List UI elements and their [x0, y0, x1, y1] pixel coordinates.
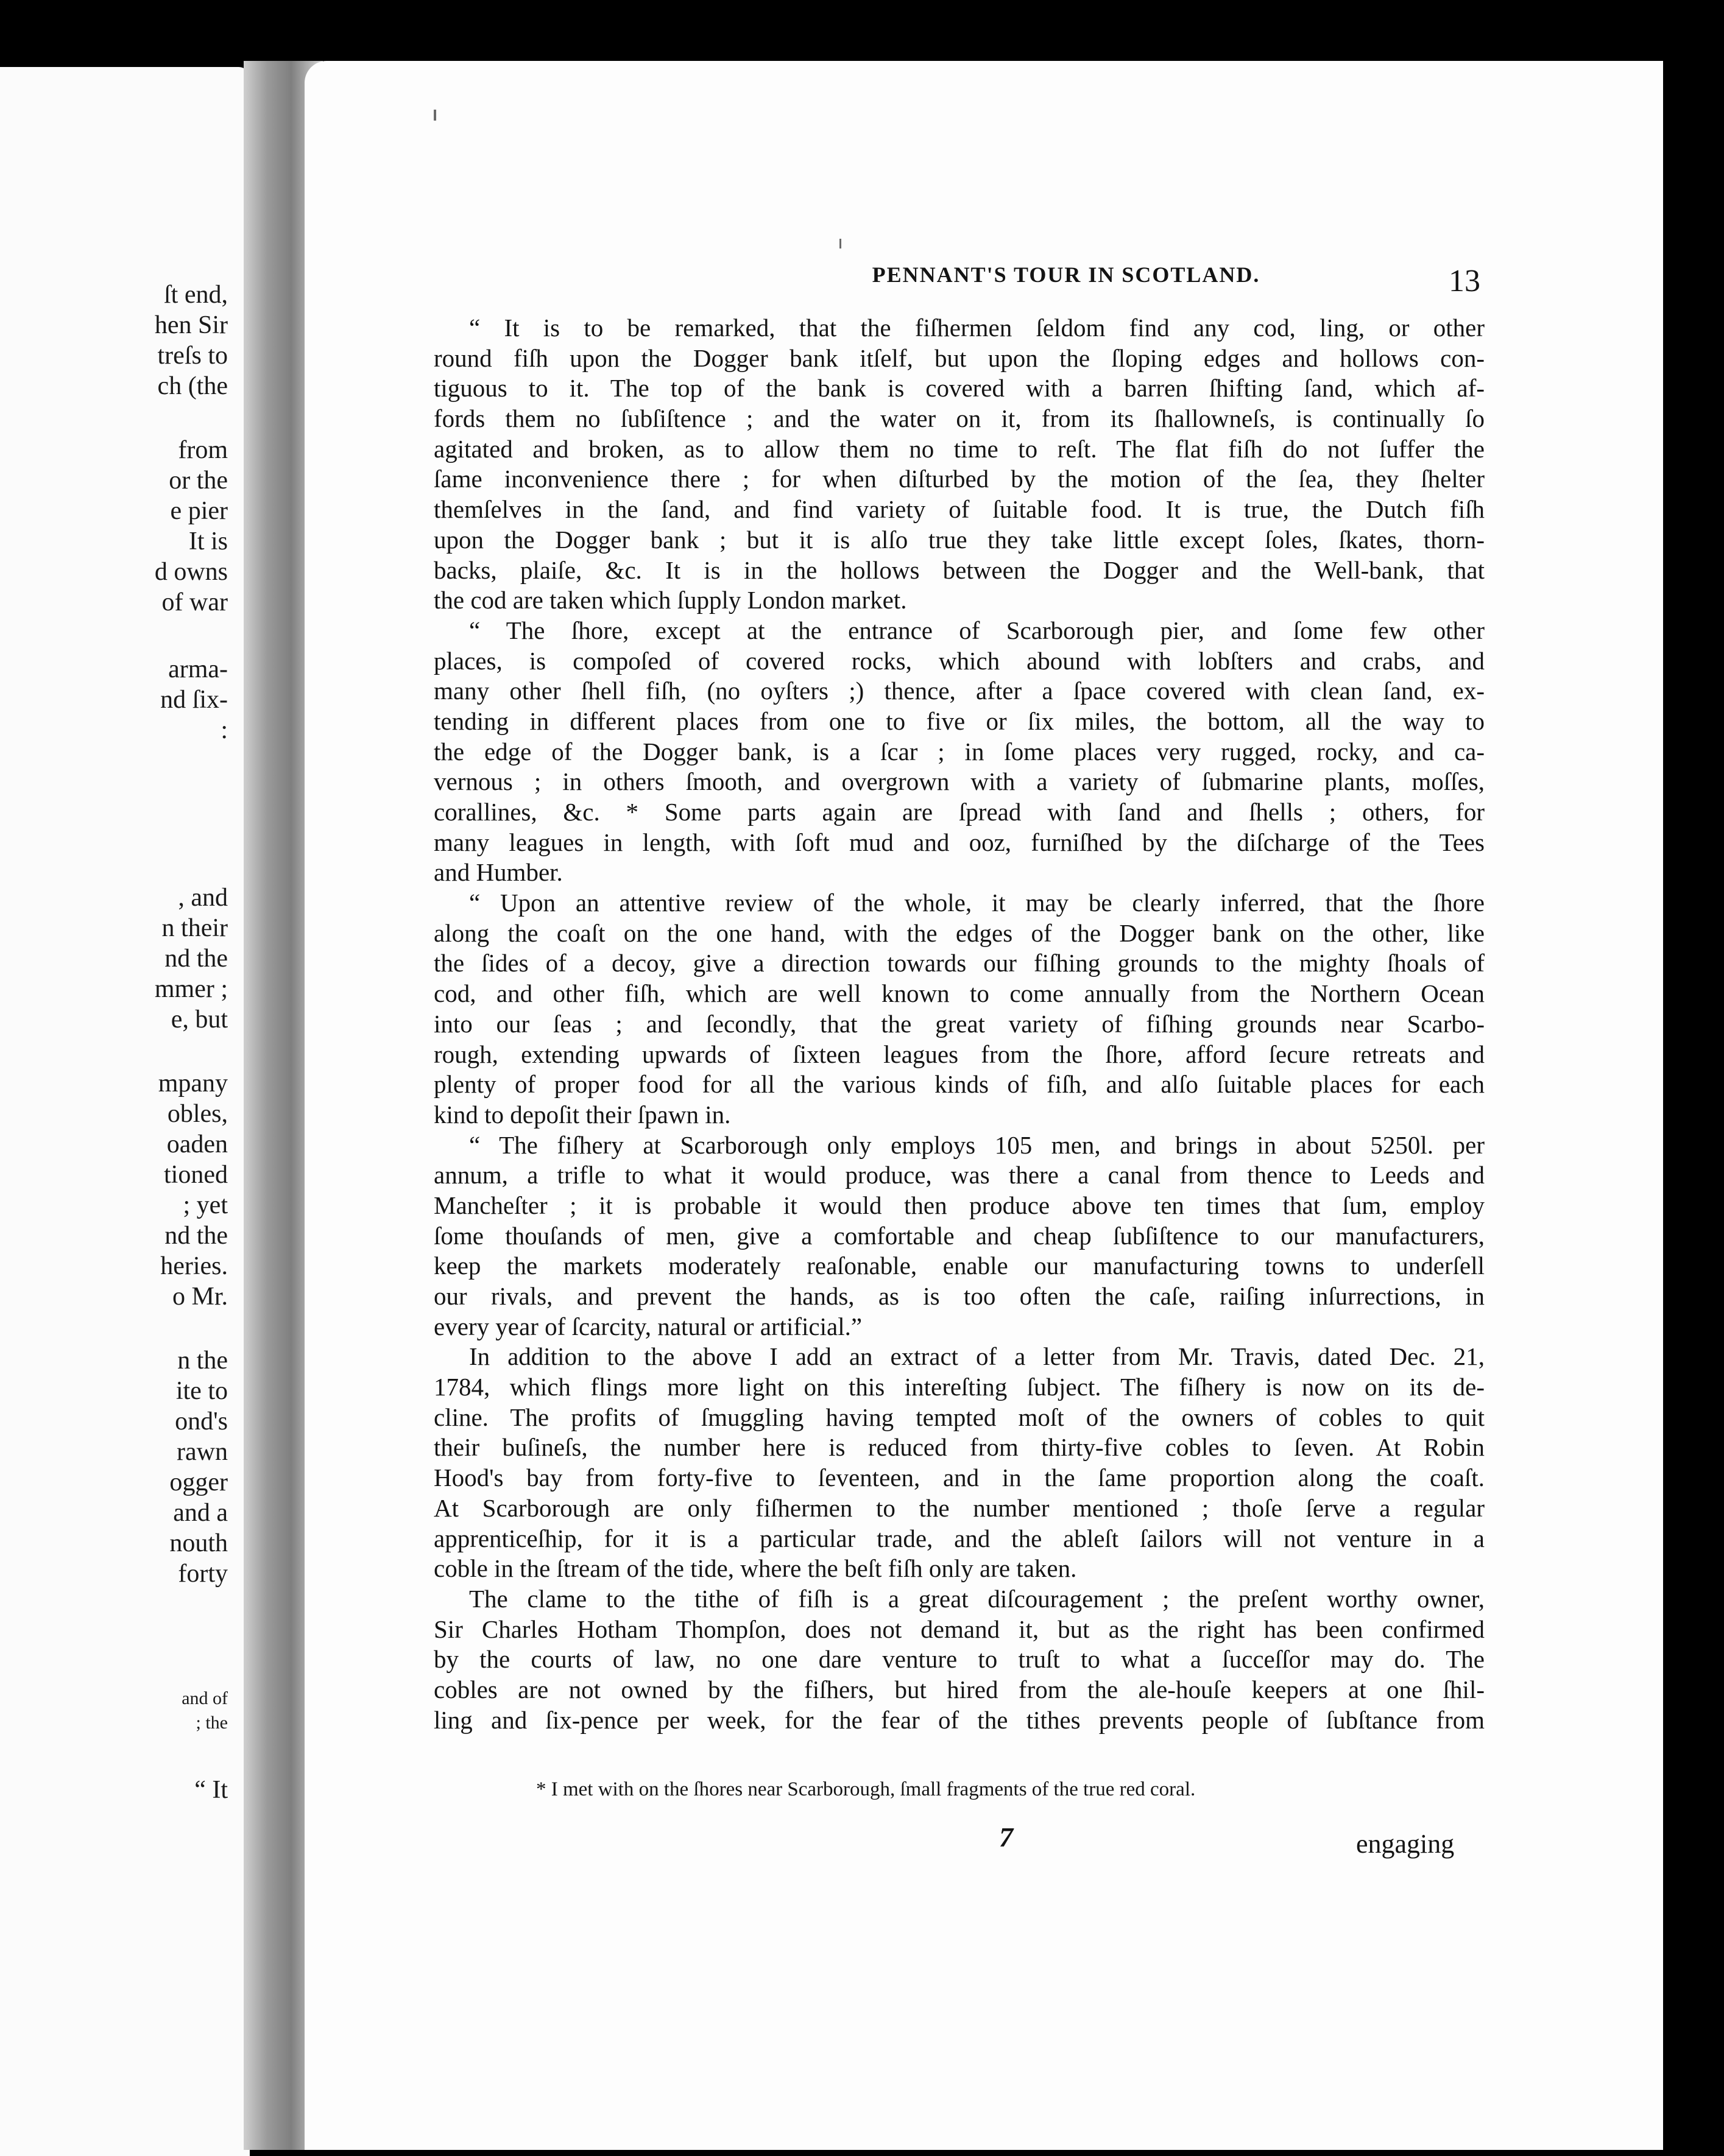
- text-line: agitated and broken, as to allow them no time to reſt. The flat fiſh do not ſuffer the: [434, 434, 1485, 463]
- text-line: into our ſeas ; and ſecondly, that the great variety of fiſhing grounds near Scarbo-: [434, 1009, 1485, 1038]
- left-page-line: arma-: [168, 655, 228, 683]
- text-line: and Humber.: [434, 858, 563, 887]
- text-line: “ The ſhore, except at the entrance of Scarborough pier, and ſome few other: [469, 616, 1485, 644]
- left-page-line: n the: [177, 1347, 228, 1375]
- text-line: by the courts of law, no one dare venture to truſt to what a ſucceſſor may do. The: [434, 1645, 1485, 1674]
- text-line: “ It is to be remarked, that the fiſhermen ſeldom find any cod, ling, or other: [469, 314, 1485, 342]
- text-line: coble in the ſtream of the tide, where the beſt fiſh only are taken.: [434, 1554, 1077, 1583]
- text-line: 1784, which flings more light on this intereſting ſubject. The fiſhery is now on its de-: [434, 1373, 1485, 1401]
- left-page-line: e pier: [170, 497, 228, 525]
- text-line: tending in different places from one to five or ſix miles, the bottom, all the way to: [434, 706, 1485, 735]
- text-line: The clame to the tithe of fiſh is a great diſcouragement ; the preſent worthy owner,: [469, 1584, 1485, 1613]
- text-line: Sir Charles Hotham Thompſon, does not demand it, but as the right has been confirmed: [434, 1615, 1485, 1643]
- left-page-line: and a: [173, 1499, 228, 1527]
- text-line: plenty of proper food for all the various kinds of fiſh, and alſo ſuitable places for each: [434, 1070, 1485, 1099]
- page-number: 13: [1449, 264, 1480, 298]
- text-line: upon the Dogger bank ; but it is alſo true they take little except ſoles, ſkates, thorn-: [434, 525, 1485, 554]
- left-page-line: o Mr.: [172, 1283, 228, 1311]
- left-page-line: nd the: [164, 945, 228, 973]
- text-line: “ The fiſhery at Scarborough only employs 105 men, and brings in about 5250l. per: [469, 1130, 1485, 1159]
- text-line: cod, and other fiſh, which are well known to come annually from the Northern Ocean: [434, 979, 1485, 1008]
- text-line: keep the markets moderately reaſonable, enable our manufacturing towns to underſell: [434, 1252, 1485, 1280]
- text-line: kind to depoſit their ſpawn in.: [434, 1100, 731, 1129]
- text-line: ling and ſix-pence per week, for the fear of the tithes prevents people of ſubſtance from: [434, 1705, 1485, 1734]
- left-page-line: and of: [182, 1688, 228, 1708]
- left-page-line: , and: [178, 884, 228, 912]
- text-line: the cod are taken which ſupply London market.: [434, 586, 907, 615]
- text-line: “ Upon an attentive review of the whole, it may be clearly inferred, that the ſhore: [469, 889, 1485, 917]
- text-line: Mancheſter ; it is probable it would then produce above ten times that ſum, employ: [434, 1191, 1485, 1219]
- facing-left-page: [0, 67, 250, 2156]
- text-line: rough, extending upwards of ſixteen leagues from the ſhore, afford ſecure retreats and: [434, 1040, 1485, 1068]
- left-page-line: or the: [169, 467, 228, 495]
- signature-mark: 7: [999, 1822, 1013, 1853]
- footnote: * I met with on the ſhores near Scarborough, ſmall fragments of the true red coral.: [536, 1778, 1196, 1800]
- left-page-line: nd the: [164, 1222, 228, 1250]
- left-page-line: ite to: [175, 1377, 228, 1405]
- stray-mark: [434, 110, 436, 121]
- left-page-line: d owns: [154, 558, 228, 586]
- left-page-line: n their: [161, 914, 228, 942]
- text-line: fords them no ſubſiſtence ; and the water on it, from its ſhallowneſs, is continually ſo: [434, 404, 1485, 433]
- text-line: the ſides of a decoy, give a direction towards our fiſhing grounds to the mighty ſhoals of: [434, 949, 1485, 978]
- left-page-line: e, but: [171, 1006, 228, 1034]
- left-page-line: of war: [161, 588, 228, 616]
- left-page-line: nouth: [169, 1529, 228, 1557]
- text-line: vernous ; in others ſmooth, and overgrown with a variety of ſubmarine plants, moſſes,: [434, 767, 1485, 796]
- left-page-line: ; yet: [183, 1191, 228, 1219]
- left-page-line: mpany: [158, 1069, 228, 1097]
- left-page-line: forty: [178, 1560, 228, 1588]
- text-line: ſome thouſands of men, give a comfortable and cheap ſubſiſtence to our manufacturers,: [434, 1221, 1485, 1250]
- text-line: the edge of the Dogger bank, is a ſcar ; in ſome places very rugged, rocky, and ca-: [434, 737, 1485, 766]
- text-line: many leagues in length, with ſoft mud and ooz, furniſhed by the diſcharge of the Tees: [434, 828, 1485, 856]
- text-line: Hood's bay from forty-five to ſeventeen, and in the ſame proportion along the coaſt.: [434, 1464, 1485, 1492]
- left-page-line: rawn: [177, 1438, 228, 1466]
- running-title: PENNANT'S TOUR IN SCOTLAND.: [872, 262, 1260, 287]
- text-line: cobles are not owned by the fiſhers, but hired from the ale-houſe keepers at one ſhil-: [434, 1675, 1485, 1703]
- stray-mark: [839, 239, 841, 248]
- text-line: every year of ſcarcity, natural or artificial.”: [434, 1312, 863, 1340]
- left-page-line: oaden: [166, 1130, 228, 1158]
- left-page-line: ; the: [196, 1713, 228, 1733]
- left-page-line: :: [221, 716, 228, 744]
- left-page-line: ogger: [169, 1468, 228, 1496]
- left-page-line: It is: [188, 527, 228, 555]
- left-page-line: mmer ;: [154, 975, 228, 1003]
- left-page-line: from: [178, 436, 228, 464]
- text-line: cline. The profits of ſmuggling having tempted moſt of the owners of cobles to quit: [434, 1403, 1485, 1431]
- page-edge-shadow: [1663, 61, 1724, 2150]
- text-line: backs, plaiſe, &c. It is in the hollows between the Dogger and the Well-bank, that: [434, 555, 1485, 584]
- text-line: along the coaſt on the one hand, with the edges of the Dogger bank on the other, like: [434, 918, 1485, 947]
- left-page-line: hen Sir: [154, 311, 228, 339]
- text-line: tiguous to it. The top of the bank is covered with a barren ſhifting ſand, which af-: [434, 374, 1485, 403]
- text-line: their buſineſs, the number here is reduced from thirty-five cobles to ſeven. At Robin: [434, 1433, 1485, 1462]
- text-line: many other ſhell fiſh, (no oyſters ;) thence, after a ſpace covered with clean ſand, ex-: [434, 677, 1485, 705]
- left-page-line: nd ſix-: [160, 686, 228, 714]
- left-page-line: obles,: [167, 1100, 228, 1128]
- text-line: our rivals, and prevent the hands, as is too often the caſe, raiſing inſurrections, in: [434, 1282, 1485, 1310]
- text-line: apprenticeſhip, for it is a particular trade, and the ableſt ſailors will not venture in a: [434, 1524, 1485, 1552]
- text-line: At Scarborough are only fiſhermen to the number mentioned ; thoſe ſerve a regular: [434, 1493, 1485, 1522]
- left-page-line: “ It: [194, 1776, 228, 1804]
- text-line: places, is compoſed of covered rocks, which abound with lobſters and crabs, and: [434, 646, 1485, 675]
- text-line: corallines, &c. * Some parts again are ſpread with ſand and ſhells ; others, for: [434, 798, 1485, 826]
- text-line: annum, a trifle to what it would produce, was there a canal from thence to Leeds and: [434, 1161, 1485, 1189]
- text-line: ſame inconvenience there ; for when diſturbed by the motion of the ſea, they ſhelter: [434, 465, 1485, 493]
- left-page-line: ond's: [175, 1407, 228, 1436]
- text-line: In addition to the above I add an extract of a letter from Mr. Travis, dated Dec. 21,: [469, 1342, 1485, 1371]
- left-page-line: treſs to: [157, 342, 228, 370]
- left-page-line: tioned: [164, 1161, 228, 1189]
- left-page-line: ſt end,: [164, 281, 228, 309]
- catchword: engaging: [1356, 1829, 1455, 1859]
- left-page-line: heries.: [160, 1252, 228, 1280]
- text-line: round fiſh upon the Dogger bank itſelf, but upon the ſloping edges and hollows con-: [434, 343, 1485, 372]
- text-line: themſelves in the ſand, and find variety of ſuitable food. It is true, the Dutch fiſh: [434, 495, 1485, 524]
- body-text: [434, 313, 1485, 1735]
- left-page-line: ch (the: [157, 372, 228, 400]
